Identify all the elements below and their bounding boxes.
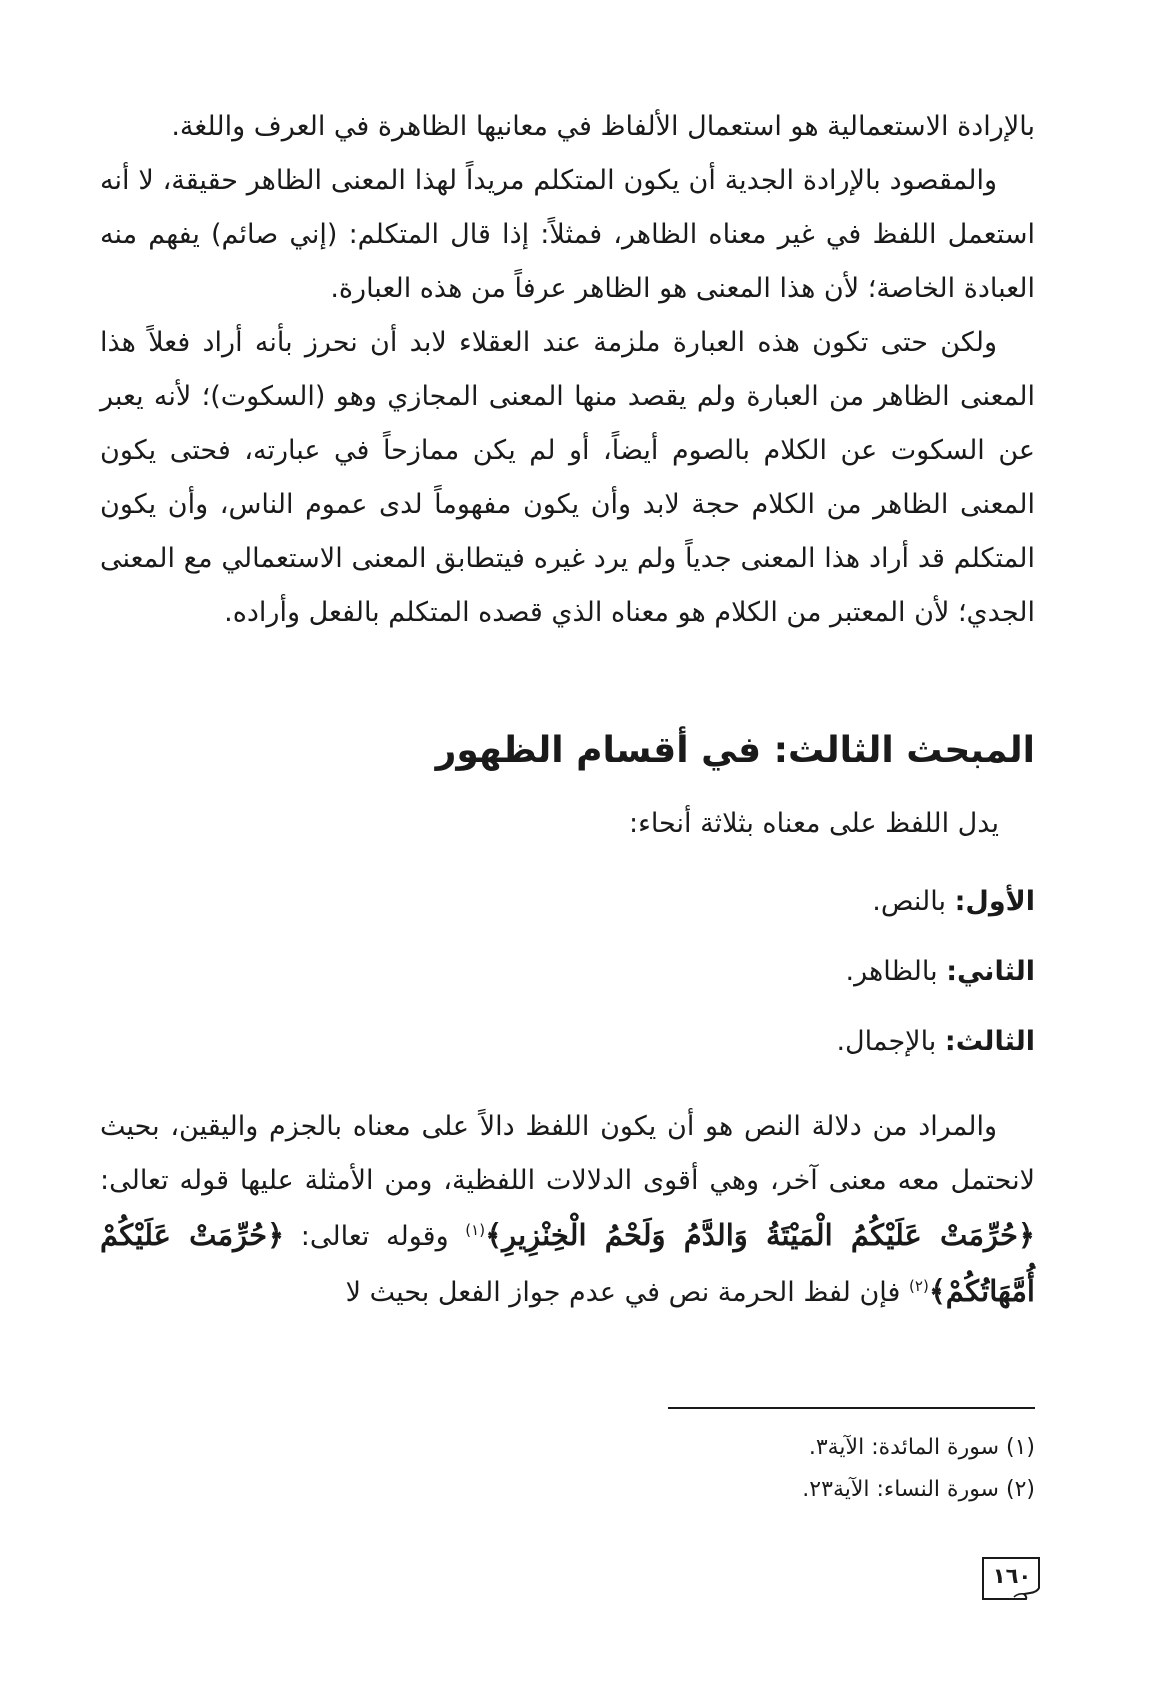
list-item-second: [846, 956, 1035, 987]
list-item-third: [836, 1026, 1035, 1057]
page-number: ١٦٠: [992, 1564, 1032, 1588]
paragraph-part: وقوله تعالى:: [300, 1221, 449, 1252]
quran-verse: ﴿حُرِّمَتْ عَلَيْكُمْ أُمَّهَاتُكُمْ﴾: [100, 1218, 1035, 1308]
list-term: الأول:: [954, 886, 1035, 917]
paragraph-part: والمراد من دلالة النص هو أن يكون اللفظ دالاً على معناه بالجزم واليقين، بحيث لانحتمل معه معنى آخر، وهي أقوى الدلالات اللفظية، ومن الأمثلة عليها قوله تعالى:: [100, 1111, 1035, 1196]
footnote-ref: (١): [465, 1221, 486, 1239]
footnote-1: (١) سورة المائدة: الآية٣.: [808, 1435, 1035, 1460]
section-heading: المبحث الثالث: في أقسام الظهور: [435, 730, 1035, 771]
list-term: الثالث:: [944, 1026, 1035, 1057]
body-text-top: [100, 100, 1035, 640]
paragraph-continuation: بالإرادة الاستعمالية هو استعمال الألفاظ في معانيها الظاهرة في العرف واللغة.: [171, 111, 1035, 142]
paragraph-part: فإن لفظ الحرمة نص في عدم جواز الفعل بحيث لا: [345, 1277, 901, 1308]
list-item-first: [872, 886, 1035, 917]
quran-verse: ﴿حُرِّمَتْ عَلَيْكُمُ الْمَيْتَةُ وَالدَّمُ وَلَحْمُ الْخِنْزِيرِ﴾: [485, 1218, 1035, 1252]
list-term: الثاني:: [946, 956, 1035, 987]
paragraph-text-definition: [100, 1100, 1035, 1320]
list-text: بالإجمال.: [836, 1026, 937, 1057]
paragraph-binding-statement: ولكن حتى تكون هذه العبارة ملزمة عند العقلاء لابد أن نحرز بأنه أراد فعلاً هذا المعنى الظاهر من العبارة ولم يقصد منها المعنى المجازي وهو (السكوت)؛ لأنه يعبر عن السكوت عن الكلام بالصوم أيضاً، أو لم يكن ممازحاً في عبارته، فحتى يكون المعنى الظاهر من الكلام حجة لابد وأن يكون مفهوماً لدى عموم الناس، وأن يكون المتكلم قد أراد هذا المعنى جدياً ولم يرد غيره فيتطابق المعنى الاستعمالي مع المعنى الجدي؛ لأن المعتبر من الكلام هو معناه الذي قصده المتكلم بالفعل وأراده.: [100, 327, 1035, 628]
footnote-ref: (٢): [909, 1277, 929, 1295]
section-intro: يدل اللفظ على معناه بثلاثة أنحاء:: [629, 808, 999, 839]
footnote-2: (٢) سورة النساء: الآية٢٣.: [802, 1477, 1035, 1502]
page-number-frame: [980, 1555, 1042, 1601]
list-text: بالنص.: [872, 886, 947, 917]
paragraph-serious-intent: والمقصود بالإرادة الجدية أن يكون المتكلم مريداً لهذا المعنى الظاهر حقيقة، لا أنه استعمل اللفظ في غير معناه الظاهر، فمثلاً: إذا قال المتكلم: (إني صائم) يفهم منه العبادة الخاصة؛ لأن هذا المعنى هو الظاهر عرفاً من هذه العبارة.: [100, 165, 1035, 304]
body-text-bottom: [100, 1100, 1035, 1320]
footnote-divider: [668, 1407, 1035, 1409]
list-text: بالظاهر.: [845, 956, 938, 987]
